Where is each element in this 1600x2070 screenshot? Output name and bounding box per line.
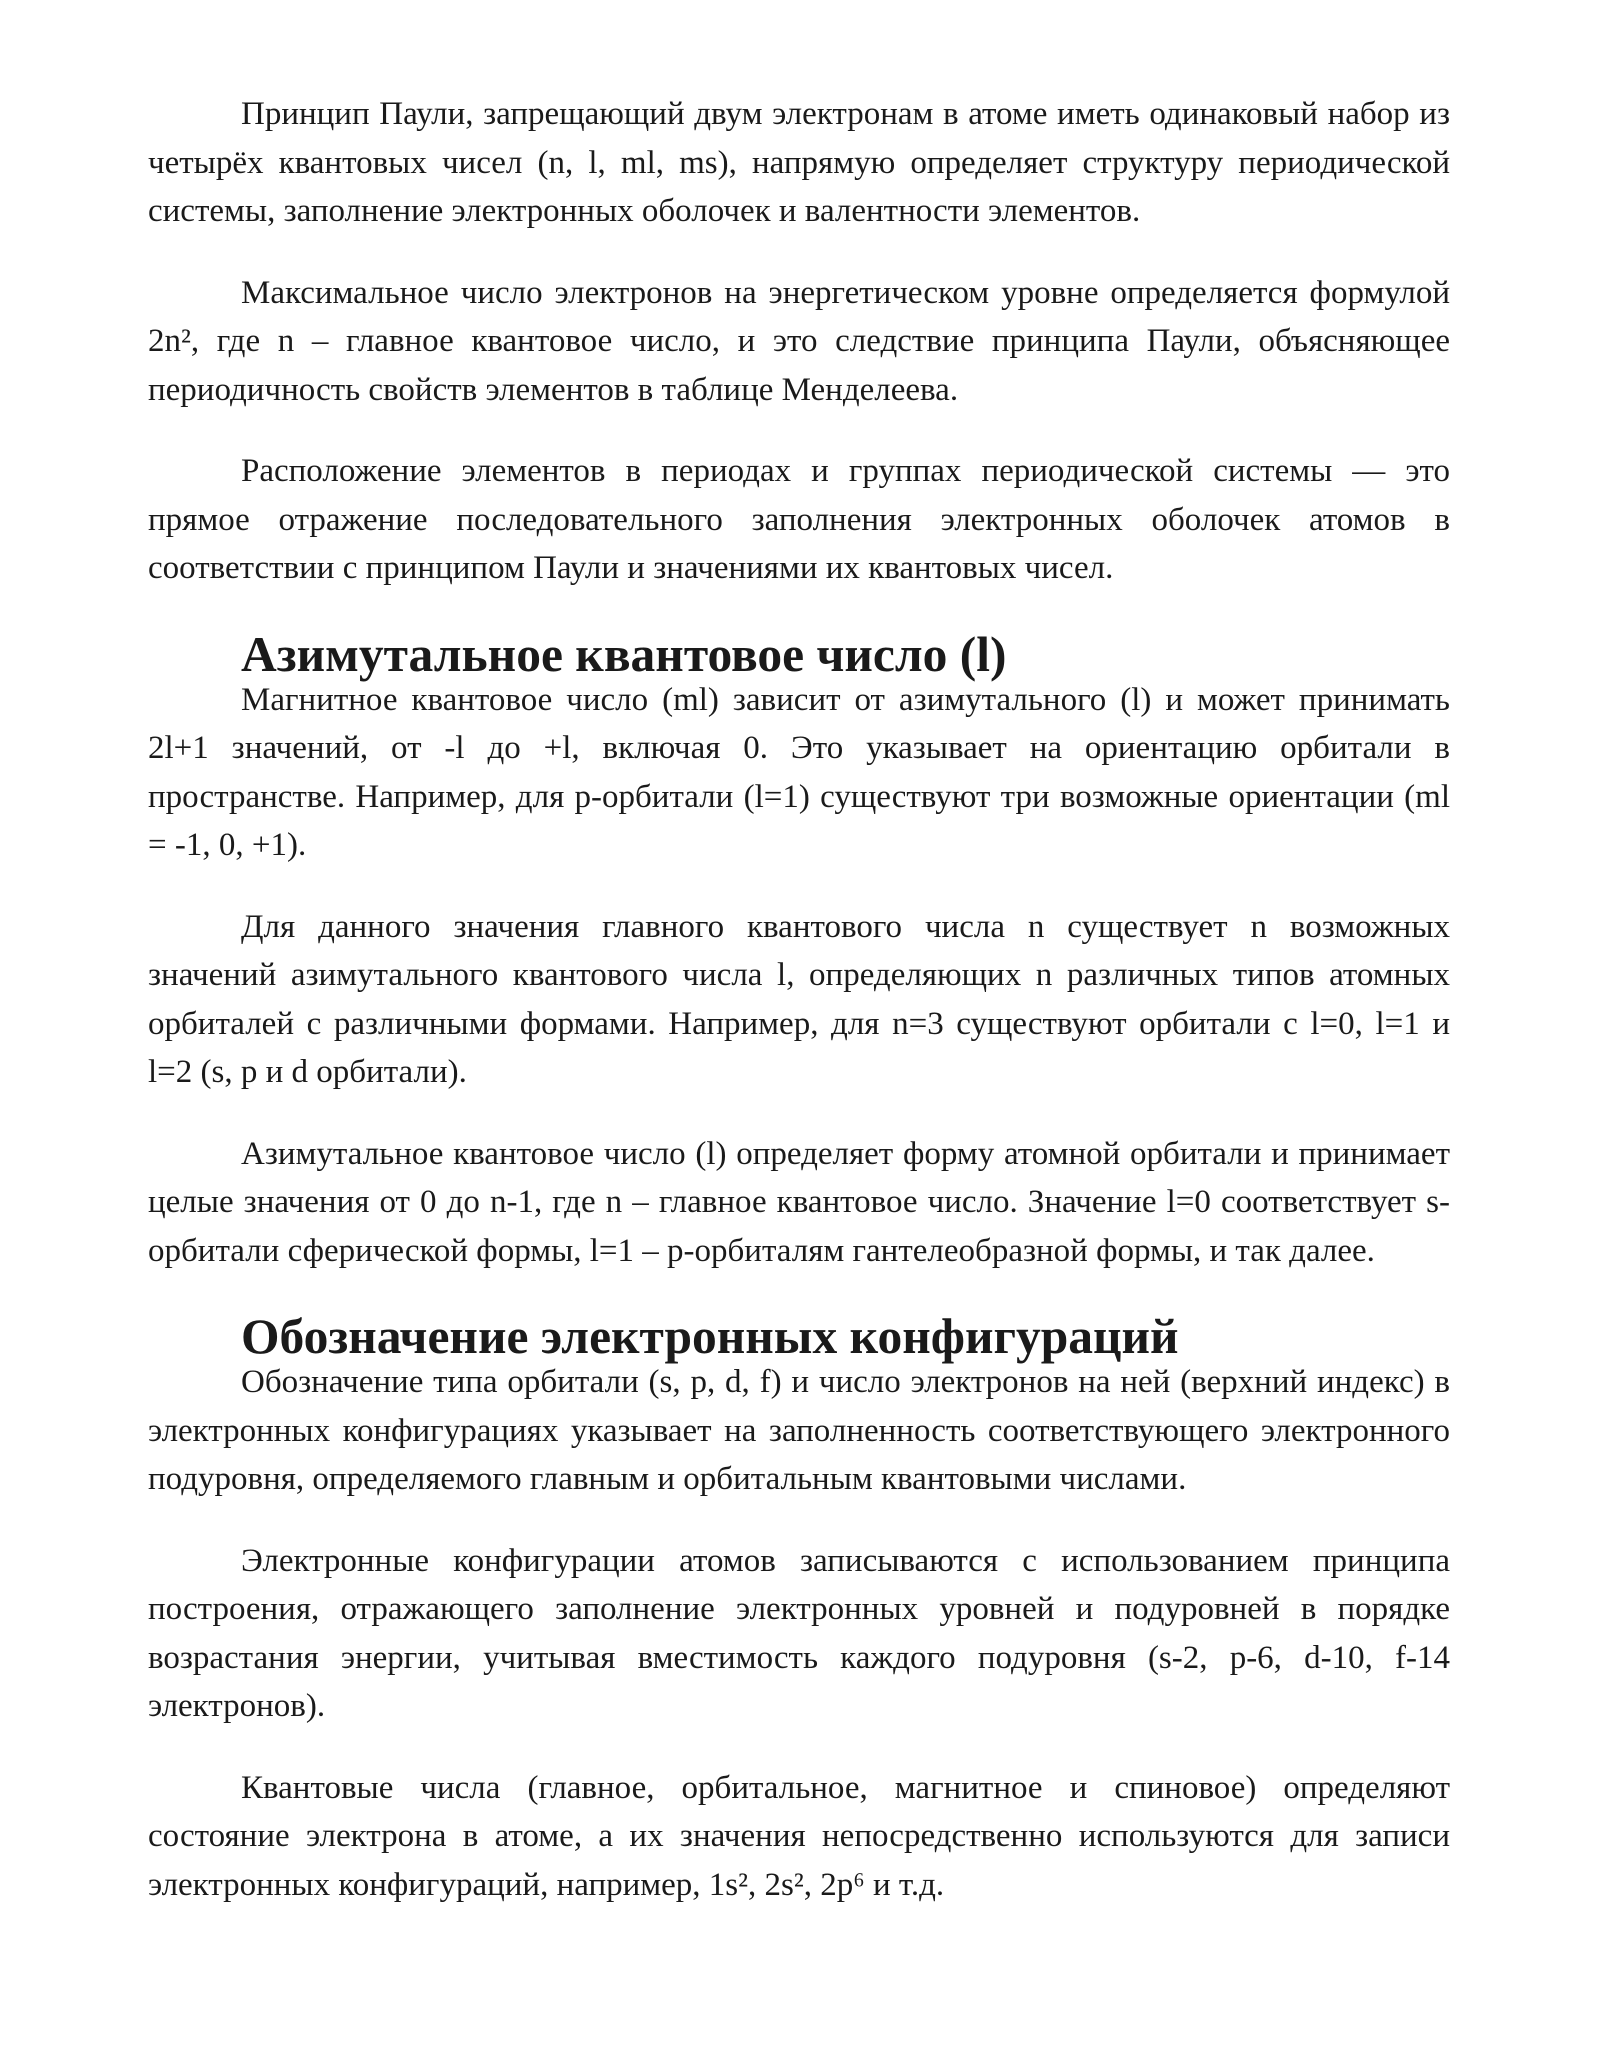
- paragraph-max-electrons: Максимальное число электронов на энергетическом уровне определяется формулой 2n², где n – главное квантовое число, и это следствие принципа Паули, объясняющее периодичность свойств элементов в таблице Менделеева.: [148, 274, 1450, 408]
- section-heading-configurations: Обозначение электронных конфигураций: [241, 1309, 1179, 1364]
- paragraph-orbital-shape: Азимутальное квантовое число (l) определяет форму атомной орбитали и принимает целые значения от 0 до n-1, где n – главное квантовое число. Значение l=0 соответствует s-орбитали сферической формы, l=1 – p-орбиталям гантелеобразной формы, и так далее.: [148, 1135, 1450, 1269]
- paragraph-building-up-principle: Электронные конфигурации атомов записываются с использованием принципа построения, отражающего заполнение электронных уровней и подуровней в порядке возрастания энергии, учитывая вместимость каждого подуровня (s-2, p-6, d-10, f-14 электронов).: [148, 1542, 1450, 1724]
- paragraph-element-arrangement: Расположение элементов в периодах и группах периодической системы — это прямое отражение последовательного заполнения электронных оболочек атомов в соответствии с принципом Паули и значениями их квантовых чисел.: [148, 453, 1450, 586]
- paragraph-azimuthal-values: Для данного значения главного квантового числа n существует n возможных значений азимутального квантового числа l, определяющих n различных типов атомных орбиталей с различными формами. Например, для n=3 существуют орбитали с l=0, l=1 и l=2 (s, p и d орбитали).: [148, 908, 1450, 1090]
- paragraph-pauli-principle: Принцип Паули, запрещающий двум электронам в атоме иметь одинаковый набор из четырёх квантовых чисел (n, l, ml, ms), напрямую определяет структуру периодической системы, заполнение электронных оболочек и валентности элементов.: [148, 96, 1450, 229]
- paragraph-quantum-numbers: Квантовые числа (главное, орбитальное, магнитное и спиновое) определяют состояние электрона в атоме, а их значения непосредственно используются для записи электронных конфигураций, например, 1s², 2s², 2p⁶ и т.д.: [148, 1769, 1450, 1903]
- paragraph-orbital-notation: Обозначение типа орбитали (s, p, d, f) и число электронов на ней (верхний индекс) в электронных конфигурациях указывает на заполненность соответствующего электронного подуровня, определяемого главным и орбитальным квантовыми числами.: [148, 1364, 1450, 1497]
- paragraph-magnetic-number: Магнитное квантовое число (ml) зависит от азимутального (l) и может принимать 2l+1 значений, от -l до +l, включая 0. Это указывает на ориентацию орбитали в пространстве. Например, для p-орбитали (l=1) существуют три возможные ориентации (ml = -1, 0, +1).: [148, 681, 1450, 863]
- section-heading-azimuthal: Азимутальное квантовое число (l): [241, 626, 1007, 682]
- document-page: [148, 90, 1450, 1942]
